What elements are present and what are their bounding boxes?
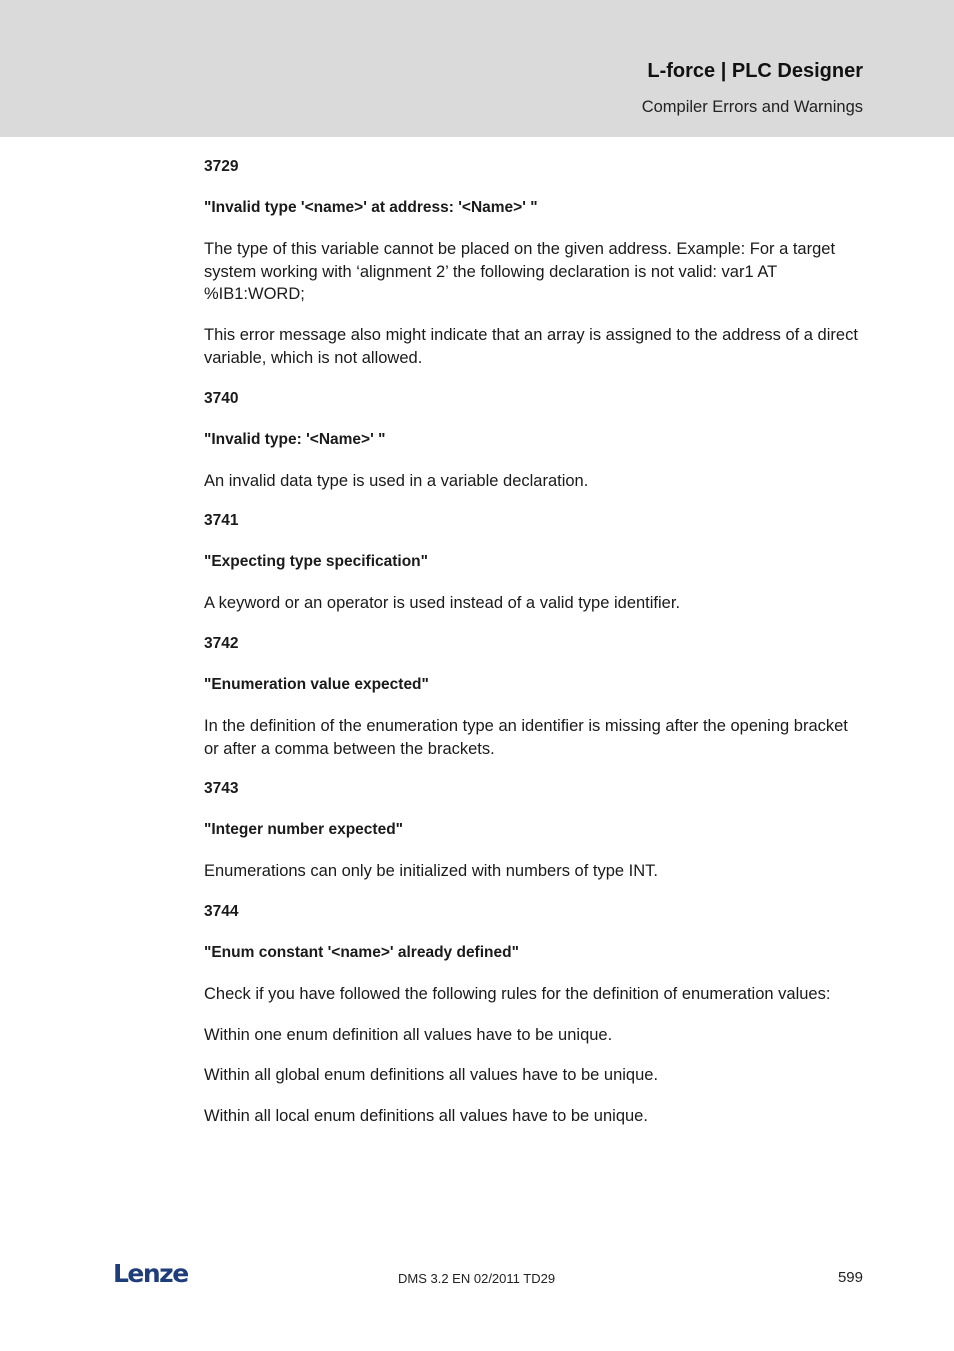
error-description: This error message also might indicate that an array is assigned to the address of a direct variable, which is not allowed. <box>204 326 858 367</box>
error-entry-3740 <box>204 388 864 493</box>
rule-item: Within all local enum definitions all values have to be unique. <box>204 1107 648 1126</box>
header-band <box>0 0 954 137</box>
error-entry-3744 <box>204 901 864 1128</box>
error-description: Check if you have followed the following rules for the definition of enumeration values: <box>204 985 831 1004</box>
error-code: 3741 <box>204 512 239 530</box>
error-code: 3742 <box>204 634 239 652</box>
error-message: "Enum constant '<name>' already defined" <box>204 944 519 962</box>
page-number: 599 <box>837 1269 863 1286</box>
rule-item: Within one enum definition all values have to be unique. <box>204 1025 613 1044</box>
error-entry-3729 <box>204 156 864 370</box>
main-content <box>204 156 864 1146</box>
error-code: 3729 <box>204 158 239 175</box>
header-subtitle: Compiler Errors and Warnings <box>641 98 863 116</box>
error-message: "Enumeration value expected" <box>204 675 429 693</box>
error-entry-3743 <box>204 778 864 883</box>
error-message: "Invalid type '<name>' at address: '<Name>' " <box>204 199 538 216</box>
error-message: "Integer number expected" <box>204 821 404 839</box>
error-description: The type of this variable cannot be placed on the given address. Example: For a target system working with ‘alignment 2’ the following declaration is not valid: var1 AT %IB1:WORD; <box>204 240 836 304</box>
error-code: 3744 <box>204 903 239 921</box>
error-code: 3740 <box>204 389 239 407</box>
header-title: L-force | PLC Designer <box>647 60 863 82</box>
error-code: 3743 <box>204 780 239 798</box>
lenze-logo: Lenze <box>113 1259 188 1288</box>
error-description: A keyword or an operator is used instead of a valid type identifier. <box>204 594 681 613</box>
error-description: In the definition of the enumeration type an identifier is missing after the opening bracket or after a comma between the brackets. <box>204 716 848 758</box>
footer-doc-id: DMS 3.2 EN 02/2011 TD29 <box>398 1271 556 1286</box>
error-message: "Expecting type specification" <box>204 553 429 571</box>
error-entry-3741 <box>204 510 864 615</box>
error-description: Enumerations can only be initialized with numbers of type INT. <box>204 862 658 881</box>
error-description: An invalid data type is used in a variable declaration. <box>204 471 589 490</box>
error-entry-3742 <box>204 633 864 760</box>
error-message: "Invalid type: '<Name>' " <box>204 430 386 448</box>
rule-item: Within all global enum definitions all values have to be unique. <box>204 1066 659 1085</box>
